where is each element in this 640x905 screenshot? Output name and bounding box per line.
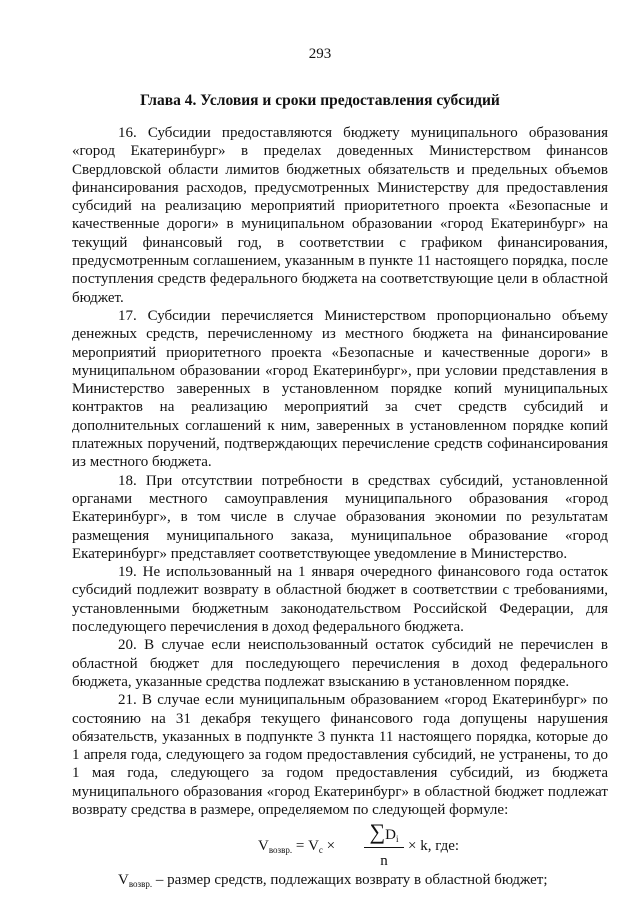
formula-times: × xyxy=(326,838,336,855)
document-body xyxy=(72,124,608,894)
formula-fraction xyxy=(364,819,404,871)
legend-text: – размер средств, подлежащих возврату в областной бюджет; xyxy=(152,872,548,889)
formula-v-symbol: V xyxy=(258,838,269,855)
paragraph-21: 21. В случае если муниципальным образованием «город Екатеринбург» по состоянию на 31 декабря текущего финансового года допущены нарушения обязательств, указанных в подпункте 3 пункта 11 настоящего порядка, которые до 1 апреля года, следующего за годом предоставления субсидий, не устранены, то до 1 мая года, следующего за годом предоставления субсидий, из бюджета муниципального образования «город Екатеринбург» в областной бюджет подлежат возврату средства в размере, определяемом по следующей формуле: xyxy=(72,692,608,818)
formula-numerator xyxy=(364,819,404,848)
formula-left-side xyxy=(258,837,335,859)
formula-vc-subscript: с xyxy=(318,845,323,856)
formula-where: , где: xyxy=(427,838,460,855)
refund-formula xyxy=(72,819,608,871)
legend-symbol: V xyxy=(118,872,129,889)
paragraph-18: 18. При отсутствии потребности в средствах субсидий, установленной органами местного самоуправления муниципального образования «город Екатеринбург», в том числе в случае образования экономии по результатам размещения муниципального заказа, муниципальное образование «город Екатеринбург» представляет соответствующее уведомление в Министерство. xyxy=(72,472,608,562)
formula-equals: = xyxy=(295,838,305,855)
formula-d-subscript: i xyxy=(396,834,399,845)
page-number: 293 xyxy=(308,46,332,62)
formula-tail xyxy=(408,837,459,855)
formula-denominator: n xyxy=(380,853,388,870)
formula-k: k xyxy=(420,838,428,855)
formula-legend xyxy=(72,871,608,893)
paragraph-17: 17. Субсидии перечисляется Министерством пропорционально объему денежных средств, перечисленному из местного бюджета на финансирование мероприятий приоритетного проекта «Безопасные и качественные дороги» в муниципальном образовании «город Екатеринбург», при условии представления в Министерство заверенных в установленном порядке копий муниципальных контрактов на реализацию мероприятий за счет средств субсидий и дополнительных соглашений к ним, заверенных в установленном порядке копий платежных поручений, подтверждающих перечисление средств софинансирования из местного бюджета. xyxy=(72,307,608,471)
formula-v-subscript: возвр. xyxy=(268,845,293,856)
sum-sign: ∑ xyxy=(369,819,386,845)
formula-times-2: × xyxy=(408,838,417,855)
formula-d-symbol: D xyxy=(385,827,396,844)
fraction-bar xyxy=(364,847,404,848)
paragraph-16: 16. Субсидии предоставляются бюджету муниципального образования «город Екатеринбург» в пределах доведенных Министерством финансов Свердловской области лимитов бюджетных обязательств и предельных объемов финансирования расходов, предусмотренных Министерству для предоставления субсидий на реализацию мероприятий приоритетного проекта «Безопасные и качественные дороги» в муниципальном образовании «город Екатеринбург» на текущий финансовый год, в соответствии с графиком финансирования, предусмотренным соглашением, указанным в пункте 11 настоящего порядка, после поступления средств федерального бюджета на соответствующие цели в областной бюджет. xyxy=(72,125,608,306)
legend-subscript: возвр. xyxy=(128,879,153,890)
paragraph-20: 20. В случае если неиспользованный остаток субсидий не перечислен в областной бюджет для последующего перечисления в доход федерального бюджета, указанные средства подлежат взысканию в установленном порядке. xyxy=(72,637,608,690)
formula-vc-symbol: V xyxy=(308,838,319,855)
chapter-title: Глава 4. Условия и сроки предоставления субсидий xyxy=(140,92,500,109)
paragraph-19: 19. Не использованный на 1 января очередного финансового года остаток субсидий подлежит возврату в областной бюджет в соответствии с требованиями, установленными бюджетным законодательством Российской Федерации, для последующего перечисления в доход федерального бюджета. xyxy=(72,564,608,636)
